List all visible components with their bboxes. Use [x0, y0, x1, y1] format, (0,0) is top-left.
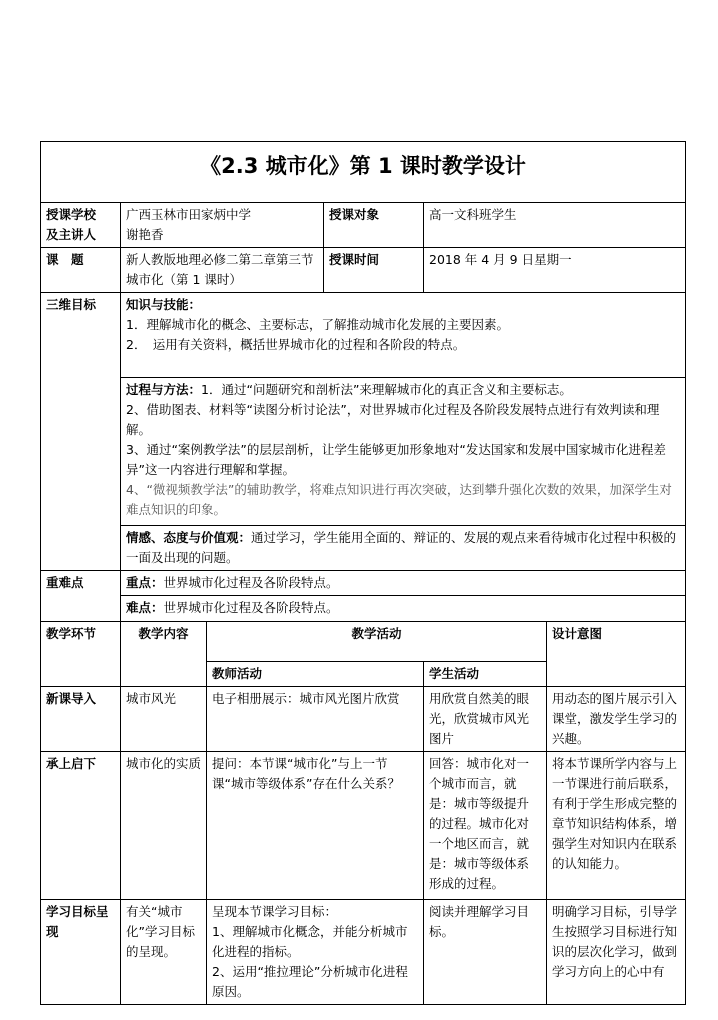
header-teacher: 教师活动: [207, 662, 424, 687]
difficulty-cell: [121, 596, 686, 622]
process-item-3: 3、通过“案例教学法”的层层剖析，让学生能够更加形象地对“发达国家和发展中国家城市化进程差异”这一内容进行理解和掌握。: [126, 442, 666, 477]
row-1-student: 用欣赏自然美的眼光，欣赏城市风光图片: [424, 687, 547, 752]
target-label: 授课对象: [324, 203, 424, 248]
topic-label: 课 题: [41, 248, 121, 293]
header-row: [41, 622, 686, 662]
row-3-teacher-line-2: 1、理解城市化概念，并能分析城市化进程的指标。: [212, 924, 408, 959]
difficulty-text: 世界城市化过程及各阶段特点。: [163, 600, 339, 615]
topic-row: [41, 248, 686, 293]
row-2-stage: 承上启下: [41, 752, 121, 900]
school-label-line-1: 授课学校: [46, 207, 97, 222]
key-text: 世界城市化过程及各阶段特点。: [163, 575, 339, 590]
row-3-content: 有关“城市化”学习目标的呈现。: [121, 900, 207, 1005]
process-heading: 过程与方法：: [126, 382, 202, 397]
keypoints-label: 重难点: [41, 571, 121, 622]
attitude-row: [41, 526, 686, 571]
school-label: [41, 203, 121, 248]
knowledge-item-1: 1．理解城市化的概念、主要标志，了解推动城市化发展的主要因素。: [126, 317, 509, 332]
process-item-2: 2、借助图表、材料等“读图分析讨论法”，对世界城市化过程及各阶段发展特点进行有效判读和理解。: [126, 402, 660, 437]
table-row: [41, 900, 686, 1005]
row-2-intent: 将本节课所学内容与上一节课进行前后联系，有利于学生形成完整的章节知识结构体系，增强学生对知识内在联系的认知能力。: [547, 752, 686, 900]
header-content: 教学内容: [121, 622, 207, 687]
difficulty-row: [41, 596, 686, 622]
goals-label: 三维目标: [41, 293, 121, 571]
row-1-teacher: 电子相册展示：城市风光图片欣赏: [207, 687, 424, 752]
difficulty-label: 难点：: [126, 600, 164, 615]
attitude-text: 通过学习，学生能用全面的、辩证的、发展的观点来看待城市化过程中积极的一面及出现的问题。: [126, 530, 677, 565]
row-1-content: 城市风光: [121, 687, 207, 752]
key-row: [41, 571, 686, 596]
row-1-stage: 新课导入: [41, 687, 121, 752]
attitude-cell: [121, 526, 686, 571]
row-3-student: 阅读并理解学习目标。: [424, 900, 547, 1005]
title-row: [41, 142, 686, 203]
row-1-intent: 用动态的图片展示引入课堂，激发学生学习的兴趣。: [547, 687, 686, 752]
table-row: [41, 752, 686, 900]
process-row: [41, 378, 686, 526]
school-label-line-2: 及主讲人: [46, 227, 97, 242]
header-intent: 设计意图: [547, 622, 686, 687]
header-activity: 教学活动: [207, 622, 547, 662]
process-item-1: 1．通过“问题研究和剖析法”来理解城市化的真正含义和主要标志。: [201, 382, 572, 397]
knowledge-item-2: 2． 运用有关资料，概括世界城市化的过程和各阶段的特点。: [126, 337, 466, 352]
row-2-content: 城市化的实质: [121, 752, 207, 900]
attitude-heading: 情感、态度与价值观：: [126, 530, 252, 545]
school-value: [121, 203, 324, 248]
row-3-teacher: [207, 900, 424, 1005]
process-item-4: 4、“微视频教学法”的辅助教学，将难点知识进行再次突破，达到攀升强化次数的效果，加深学生对难点知识的印象。: [126, 482, 672, 517]
row-3-intent: 明确学习目标，引导学生按照学习目标进行知识的层次化学习，做到学习方向上的心中有: [547, 900, 686, 1005]
key-cell: [121, 571, 686, 596]
target-value: 高一文科班学生: [424, 203, 686, 248]
time-label: 授课时间: [324, 248, 424, 293]
row-2-student: 回答：城市化对一个城市而言，就是：城市等级提升的过程。城市化对一个地区而言，就是：城市等级体系形成的过程。: [424, 752, 547, 900]
header-student: 学生活动: [424, 662, 547, 687]
teacher-name: 谢艳香: [126, 227, 164, 242]
lesson-plan-table: [40, 141, 686, 1005]
row-3-teacher-line-1: 呈现本节课学习目标：: [212, 904, 338, 919]
school-row: [41, 203, 686, 248]
table-row: [41, 687, 686, 752]
time-value: 2018 年 4 月 9 日星期一: [424, 248, 686, 293]
knowledge-cell: [121, 293, 686, 378]
topic-value: 新人教版地理必修二第二章第三节 城市化（第 1 课时）: [121, 248, 324, 293]
row-3-teacher-line-3: 2、运用“推拉理论”分析城市化进程原因。: [212, 964, 408, 999]
knowledge-row: [41, 293, 686, 378]
document-title: 《2.3 城市化》第 1 课时教学设计: [41, 142, 686, 203]
row-3-stage: 学习目标呈现: [41, 900, 121, 1005]
key-label: 重点：: [126, 575, 164, 590]
row-2-teacher: 提问：本节课“城市化”与上一节课“城市等级体系”存在什么关系？: [207, 752, 424, 900]
header-stage: 教学环节: [41, 622, 121, 687]
school-name: 广西玉林市田家炳中学: [126, 207, 252, 222]
knowledge-heading: 知识与技能：: [126, 297, 202, 312]
process-cell: [121, 378, 686, 526]
